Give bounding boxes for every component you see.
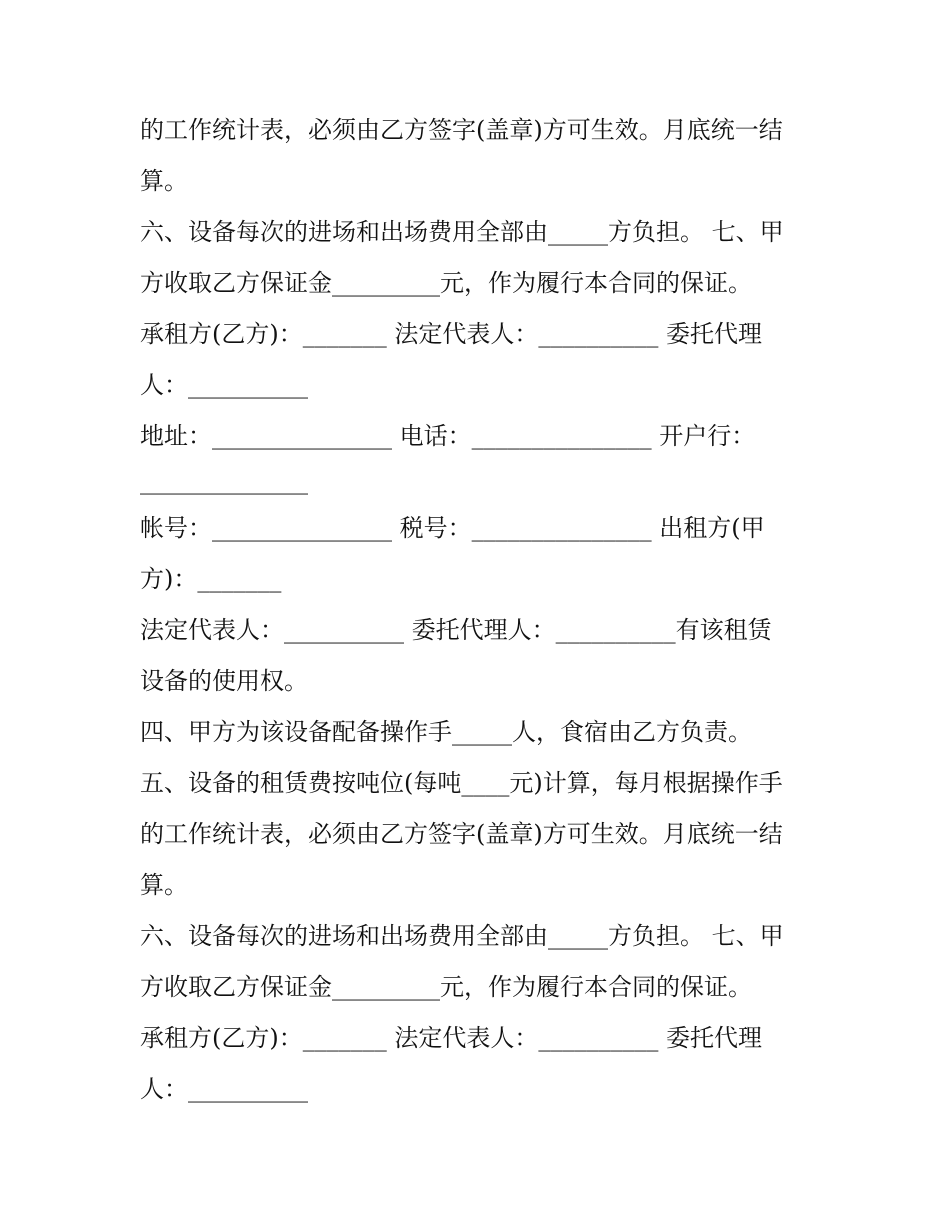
text-line: 方收取乙方保证金_________元，作为履行本合同的保证。: [140, 269, 752, 297]
text-line: 方)：_______: [140, 565, 282, 593]
text-line: 的工作统计表，必须由乙方签字(盖章)方可生效。月底统一结: [140, 116, 783, 144]
text-line: 六、设备每次的进场和出场费用全部由_____方负担。 七、甲: [140, 218, 784, 246]
text-line: 设备的使用权。: [140, 667, 308, 695]
text-line: 六、设备每次的进场和出场费用全部由_____方负担。 七、甲: [140, 922, 784, 950]
text-line: 地址：_______________ 电话：_______________ 开户行：: [140, 422, 756, 450]
text-line: 人：__________: [140, 371, 308, 399]
text-line: 方收取乙方保证金_________元，作为履行本合同的保证。: [140, 973, 752, 1001]
text-line: 承租方(乙方)：_______ 法定代表人：__________ 委托代理: [140, 1024, 762, 1052]
text-line: 四、甲方为该设备配备操作手_____人，食宿由乙方负责。: [140, 718, 752, 746]
text-line: 的工作统计表，必须由乙方签字(盖章)方可生效。月底统一结: [140, 820, 783, 848]
text-line: 法定代表人：__________ 委托代理人：__________有该租赁: [140, 616, 772, 644]
text-line: 算。: [140, 871, 188, 899]
text-line: 承租方(乙方)：_______ 法定代表人：__________ 委托代理: [140, 320, 762, 348]
text-line: ______________: [140, 467, 308, 495]
text-line: 五、设备的租赁费按吨位(每吨____元)计算，每月根据操作手: [140, 769, 783, 797]
text-line: 帐号：_______________ 税号：_______________ 出租方(甲: [140, 514, 765, 542]
text-line: 算。: [140, 167, 188, 195]
text-line: 人：__________: [140, 1075, 308, 1103]
